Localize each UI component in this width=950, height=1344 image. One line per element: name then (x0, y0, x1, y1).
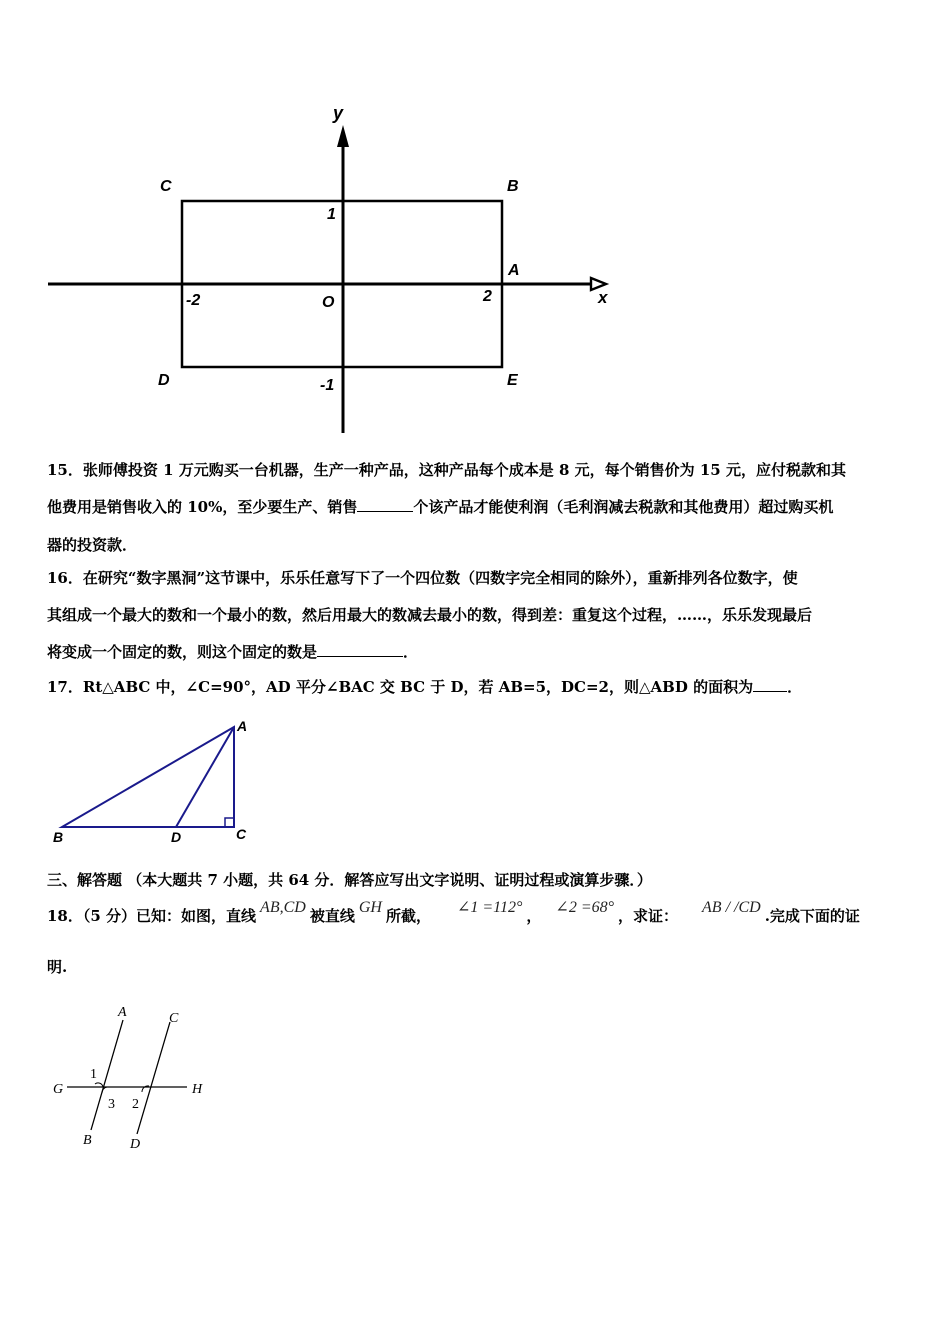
q15-line2-part-b: 个该产品才能使利润（毛利润减去税款和其他费用）超过购买机 (413, 498, 834, 516)
q18-line1 (47, 899, 917, 927)
q16-line3-part-a: 将变成一个固定的数，则这个固定的数是 (47, 643, 318, 661)
label-x: x (598, 288, 608, 307)
q15-line3: 器的投资款． (47, 536, 138, 554)
coordinate-rectangle-figure (40, 95, 630, 440)
q18-label-H: H (192, 1082, 203, 1097)
q18-part4: ， (526, 907, 542, 925)
q17-label-A: A (237, 718, 248, 734)
label-neg-one: -1 (320, 377, 335, 394)
q18-label-three: 3 (108, 1097, 115, 1112)
label-neg-two: -2 (186, 292, 201, 309)
q18-label-two: 2 (132, 1097, 139, 1112)
q17-label-D: D (171, 829, 182, 845)
triangle-abc (62, 727, 234, 827)
q15-line1: 15．张师傅投资 1 万元购买一台机器，生产一种产品，这种产品每个成本是 8 元，每个销售价为 15 元，应付税款和其 (47, 461, 846, 479)
q18-label-A: A (118, 1005, 127, 1020)
q17-text-end: ． (787, 678, 803, 696)
q18-part2: 被直线 (309, 907, 355, 925)
q18-parallel-lines-figure (45, 998, 220, 1158)
q16-line2: 其组成一个最大的数和一个最小的数，然后用最大的数减去最小的数，得到差：重复这个过程，……，乐乐发现最后 (47, 606, 813, 624)
q18-label-G: G (53, 1082, 64, 1097)
segment-ad (176, 727, 234, 827)
q17-answer-blank[interactable] (753, 677, 787, 692)
label-two: 2 (483, 288, 492, 305)
q18-math-ab-cd: AB,CD (260, 899, 306, 916)
label-E: E (507, 372, 518, 389)
q18-part1: 18．（5 分）已知：如图，直线 (47, 907, 257, 925)
q18-part6: .完成下面的证 (764, 907, 860, 925)
q15-answer-blank[interactable] (357, 497, 413, 512)
q18-part5: ，求证： (618, 907, 679, 925)
q18-math-angle1: ∠1 =112° (456, 899, 523, 916)
q17-triangle-figure (45, 712, 265, 847)
label-B: B (507, 178, 519, 195)
q18-line2: 明. (47, 958, 68, 976)
label-origin: O (322, 294, 335, 311)
q16-line3-part-b: ． (403, 643, 419, 661)
q18-label-D: D (130, 1137, 141, 1152)
label-y: y (333, 103, 344, 123)
line-cd (137, 1022, 170, 1134)
q18-math-angle2: ∠2 =68° (555, 899, 615, 916)
q18-math-parallel: AB / /CD (702, 899, 761, 916)
label-one: 1 (327, 206, 336, 223)
label-A: A (508, 262, 520, 279)
label-D: D (158, 372, 170, 389)
q17-text: 17．Rt△ABC 中，∠C=90°，AD 平分∠BAC 交 BC 于 D，若 AB=5，DC=2，则△ABD 的面积为 (47, 678, 754, 696)
q16-line1: 16．在研究“数字黑洞”这节课中，乐乐任意写下了一个四位数（四数字完全相同的除外），重新排列各位数字，使 (47, 569, 798, 587)
q15-line2-part-a: 他费用是销售收入的 10%，至少要生产、销售 (47, 498, 358, 516)
y-axis-arrow (337, 125, 349, 147)
q18-part3: 所截， (385, 907, 431, 925)
q16-answer-blank[interactable] (317, 642, 403, 657)
q17-label-C: C (236, 826, 247, 842)
q18-label-C: C (169, 1011, 179, 1026)
q15-line2 (47, 497, 917, 517)
q16-line3 (47, 642, 917, 662)
section3-heading: 三、解答题 （本大题共 7 小题，共 64 分．解答应写出文字说明、证明过程或演算步骤．） (47, 871, 652, 889)
q18-label-B: B (83, 1133, 92, 1148)
q17-label-B: B (53, 829, 64, 845)
q17-line (47, 677, 917, 697)
label-C: C (160, 178, 172, 195)
q18-math-gh: GH (358, 899, 382, 916)
q18-label-one: 1 (90, 1067, 97, 1082)
right-angle-mark (225, 818, 234, 827)
